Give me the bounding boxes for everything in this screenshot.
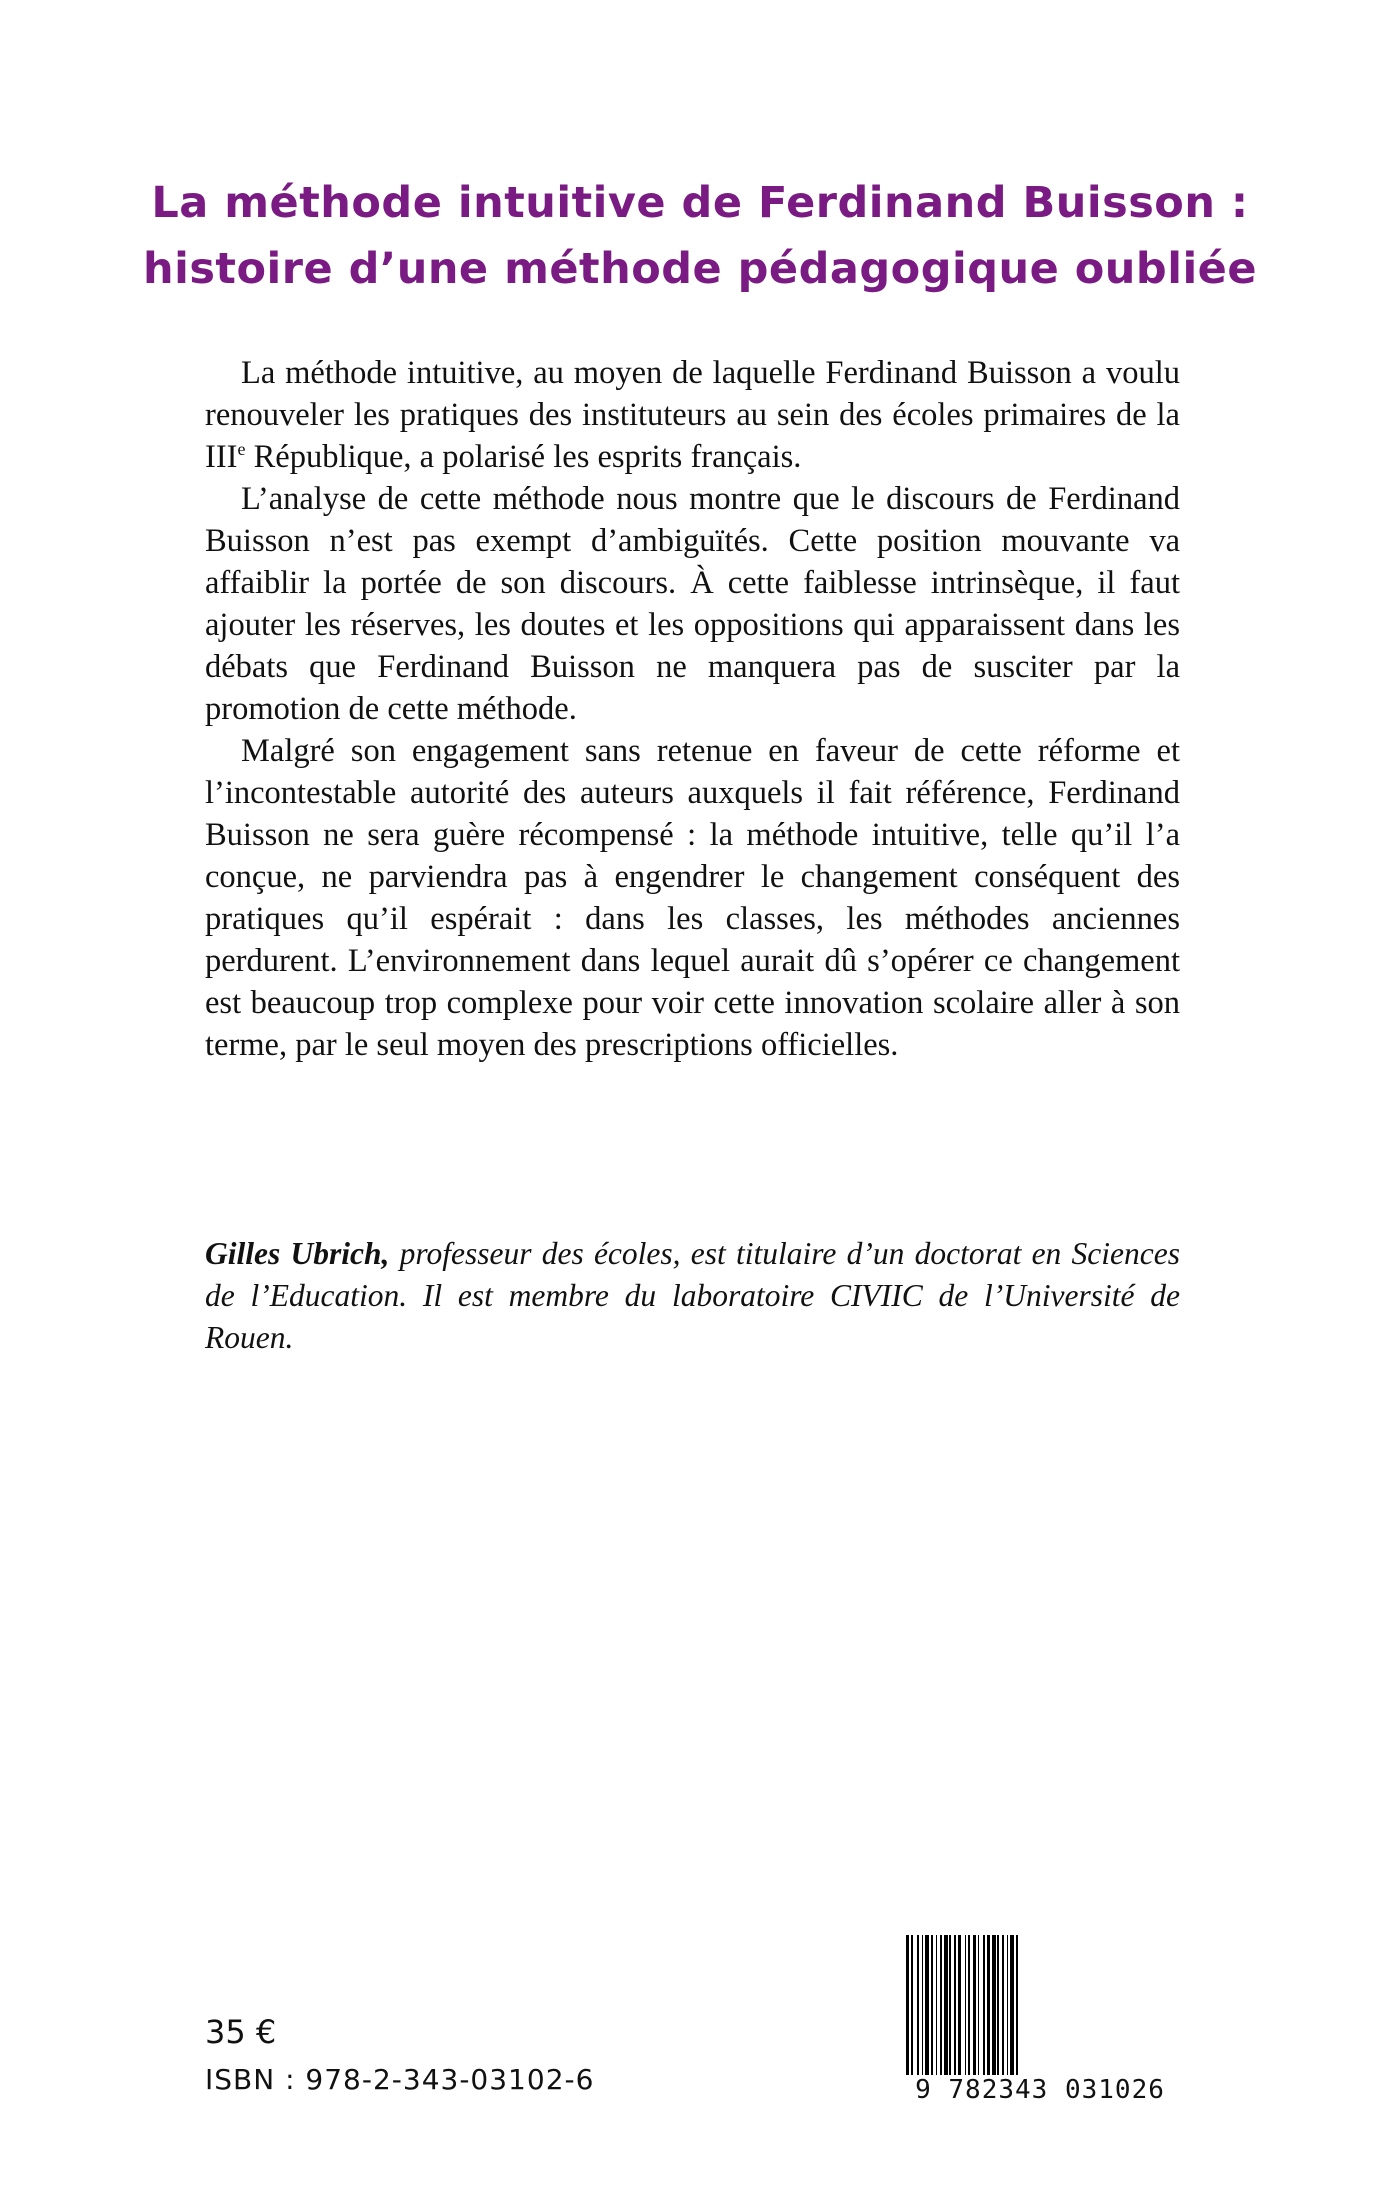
barcode-digits: 9 782343 031026 — [900, 2075, 1180, 2105]
summary-paragraph-3: Malgré son engagement sans retenue en faveur de cette réforme et l’incontestable autorité des auteurs auxquels il fait référence, Ferdinand Buisson ne sera guère récompensé : la méthode intuitive, telle qu’il l’a conçue, ne parviendra pas à engendrer le changement conséquent des pratiques qu’il espérait : dans les classes, les méthodes anciennes perdurent. L’environnement dans lequel aurait dû s’opérer ce changement est beaucoup trop complexe pour voir cette innovation scolaire aller à son terme, par le seul moyen des prescriptions officielles. — [205, 733, 1180, 1063]
title-line-1: La méthode intuitive de Ferdinand Buisson : — [151, 178, 1249, 228]
isbn: ISBN : 978-2-343-03102-6 — [205, 2063, 595, 2096]
title-line-2: histoire d’une méthode pédagogique oubliée — [142, 244, 1258, 294]
summary-paragraph-2: L’analyse de cette méthode nous montre que le discours de Ferdinand Buisson n’est pas exempt d’ambiguïtés. Cette position mouvante va affaiblir la portée de son discours. À cette faiblesse intrinsèque, il faut ajouter les réserves, les doutes et les oppositions qui apparaissent dans les débats que Ferdinand Buisson ne manquera pas de susciter par la promotion de cette méthode. — [205, 481, 1180, 727]
book-title — [100, 170, 1300, 302]
barcode — [900, 1935, 1180, 2105]
p1-superscript: e — [237, 439, 246, 460]
author-bio — [205, 1233, 1180, 1359]
summary-text — [205, 352, 1180, 1066]
price: 35 € — [205, 2013, 277, 2051]
barcode-bars — [900, 1935, 1180, 2080]
summary-paragraph-1 — [205, 352, 1180, 478]
author-name: Gilles Ubrich, — [205, 1236, 390, 1271]
author-description: professeur des écoles, est titulaire d’un doctorat en Sciences de l’Education. Il est membre du laboratoire CIVIIC de l’Université de Rouen. — [205, 1236, 1180, 1355]
p1-text-before: La méthode intuitive, au moyen de laquelle Ferdinand Buisson a voulu renouveler les pratiques des instituteurs au sein des écoles primaires de la III — [205, 355, 1180, 475]
p1-text-after: République, a polarisé les esprits français. — [245, 439, 802, 475]
